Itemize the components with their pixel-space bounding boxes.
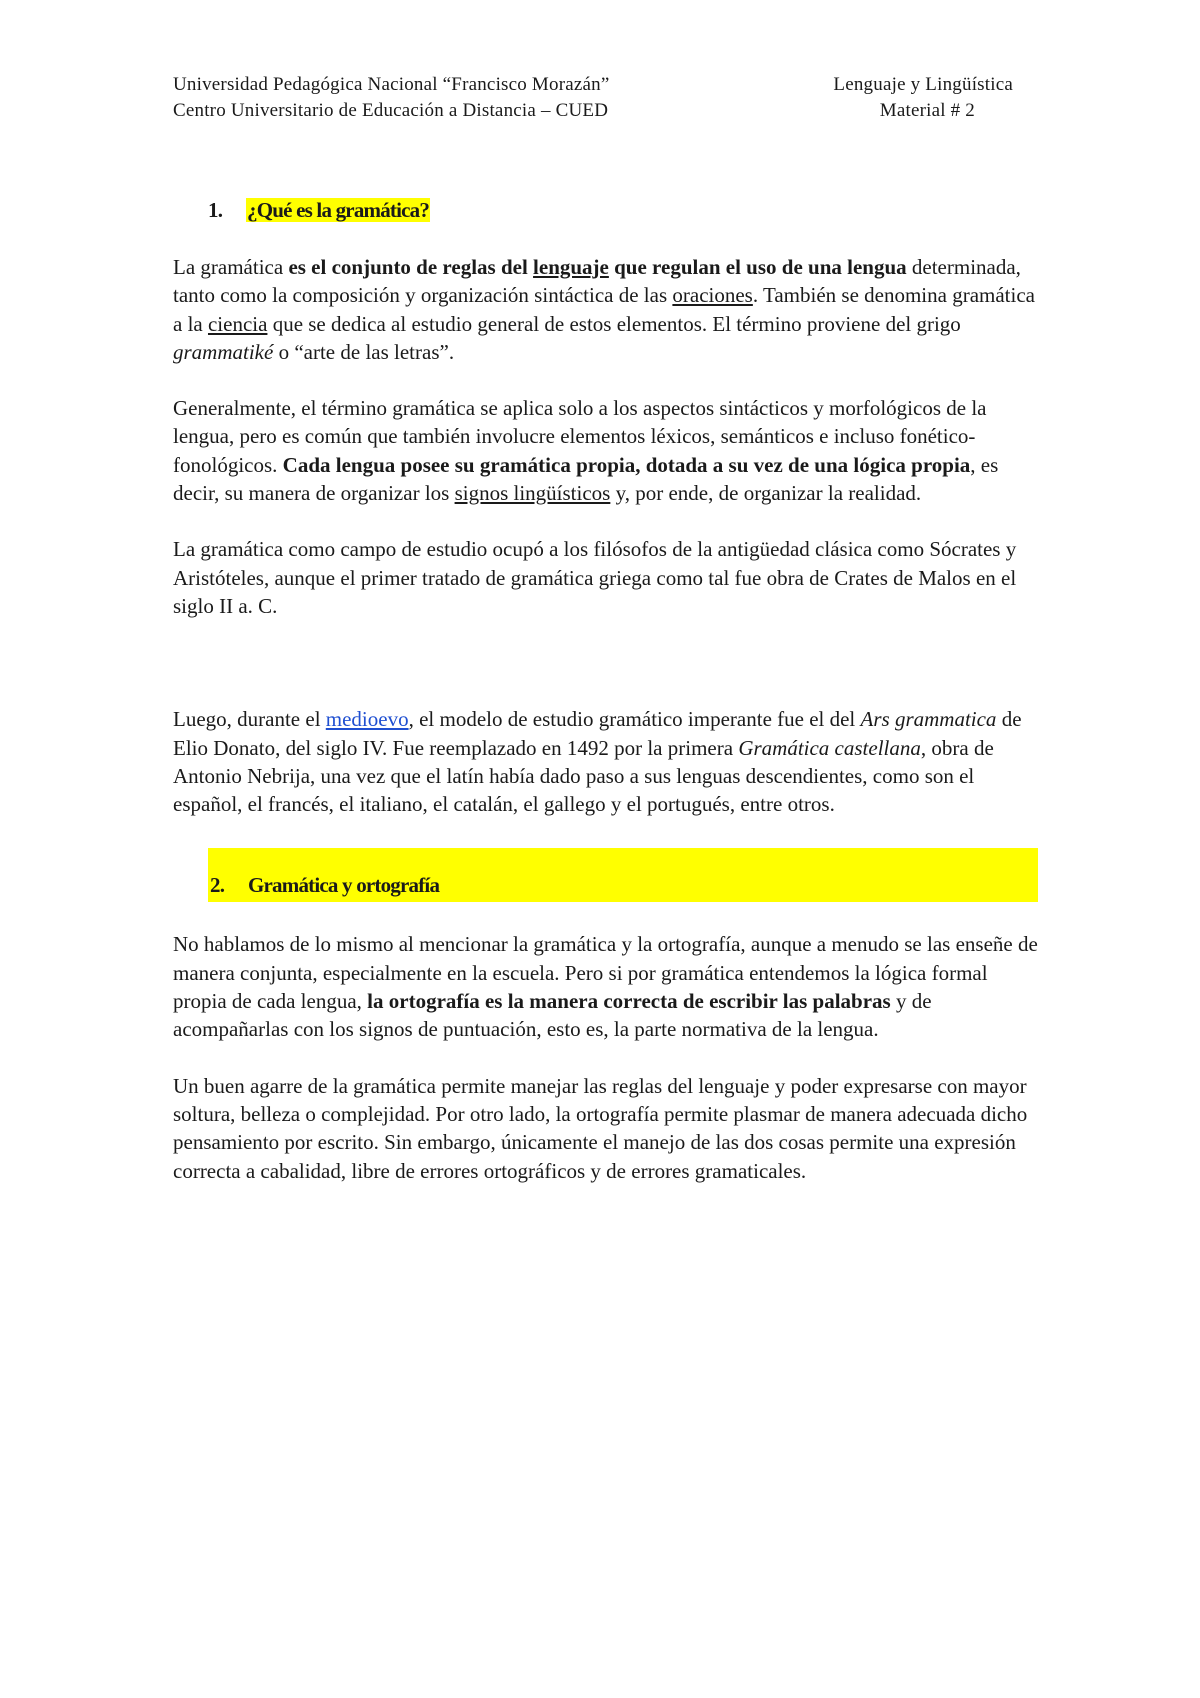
text-run: de Elio Donato, del siglo IV. Fue reemplazado en 1492 por la primera bbox=[173, 707, 1022, 760]
bold-run: la ortografía es la manera correcta de escribir las palabras bbox=[367, 989, 891, 1014]
underlined-term-ciencia[interactable]: ciencia bbox=[207, 311, 268, 336]
text-run: Generalmente, el término gramática se aplica solo a los aspectos sintácticos y morfológicos de la lengua, pero es común que también involucre elementos léxicos, semánticos e incluso fonético-fonológicos. bbox=[173, 396, 987, 477]
underlined-term-lenguaje[interactable]: lenguaje bbox=[533, 255, 609, 279]
section-1-number: 1. bbox=[208, 198, 223, 222]
bold-run: Cada lengua posee su gramática propia, dotada a su vez de una lógica propia bbox=[282, 452, 971, 477]
text-run: No hablamos de lo mismo al mencionar la gramática y la ortografía, aunque a menudo se las enseñe de manera conjunta, especialmente en la escuela. Pero si por gramática entendemos la lógica formal propia de cada lengua, bbox=[173, 932, 1038, 1014]
section-1-paragraph-1 bbox=[173, 253, 1043, 366]
bold-run: es el conjunto de reglas del bbox=[288, 255, 534, 279]
text-run: y de acompañarlas con los signos de puntuación, esto es, la parte normativa de la lengua. bbox=[173, 989, 932, 1042]
section-2-paragraph-1 bbox=[173, 930, 1043, 1043]
section-2-number: 2. bbox=[210, 873, 225, 898]
section-1-paragraph-4 bbox=[173, 705, 1043, 818]
section-1-title: ¿Qué es la gramática? bbox=[247, 198, 430, 222]
section-1-heading bbox=[173, 195, 1043, 225]
section-1-paragraph-2 bbox=[173, 394, 1043, 507]
section-2-paragraph-2: Un buen agarre de la gramática permite manejar las reglas del lenguaje y poder expresarse con mayor soltura, belleza o complejidad. Por otro lado, la ortografía permite plasmar de manera adecuada dicho pensamiento por escrito. Sin embargo, únicamente el manejo de las dos cosas permite una expresión correcta a cabalidad, libre de errores ortográficos y de errores gramaticales. bbox=[173, 1073, 1028, 1183]
header-row-1 bbox=[173, 72, 1013, 98]
text-run: o “arte de las letras”. bbox=[273, 339, 455, 364]
center-name: Centro Universitario de Educación a Distancia – CUED bbox=[173, 100, 609, 121]
material-number: Material # 2 bbox=[879, 100, 975, 121]
text-run: Luego, durante el bbox=[173, 707, 326, 732]
bold-run: que regulan el uso de una lengua bbox=[608, 255, 907, 279]
document-body bbox=[173, 195, 1043, 1185]
underlined-term-oraciones[interactable]: oraciones bbox=[672, 283, 753, 308]
text-run: , el modelo de estudio gramático imperante fue el del bbox=[408, 707, 861, 732]
section-2-heading bbox=[208, 848, 1038, 902]
page-header bbox=[173, 72, 1013, 124]
medioevo-link[interactable]: medioevo bbox=[325, 707, 409, 732]
text-run: La gramática bbox=[173, 255, 289, 279]
university-name: Universidad Pedagógica Nacional “Francisco Morazán” bbox=[173, 74, 610, 95]
course-name: Lenguaje y Lingüística bbox=[833, 74, 1013, 95]
text-run: , obra de Antonio Nebrija, una vez que el latín había dado paso a sus lenguas descendientes, como son el español, el francés, el italiano, el catalán, el gallego y el portugués, entre otros. bbox=[173, 735, 994, 817]
text-run: que se dedica al estudio general de estos elementos. El término proviene del grigo bbox=[267, 311, 961, 336]
text-run: , es decir, su manera de organizar los bbox=[173, 452, 999, 506]
underlined-term-signos[interactable]: signos lingüísticos bbox=[454, 481, 611, 506]
section-2-title: Gramática y ortografía bbox=[248, 873, 440, 898]
italic-run: Gramática castellana bbox=[738, 735, 921, 760]
header-row-2 bbox=[173, 98, 1013, 124]
text-run: . También se denomina gramática a la bbox=[173, 283, 1035, 336]
text-run: determinada, tanto como la composición y organización sintáctica de las bbox=[173, 255, 1021, 308]
text-run: y, por ende, de organizar la realidad. bbox=[610, 481, 922, 506]
italic-run: grammatiké bbox=[173, 339, 274, 364]
section-1-paragraph-3: La gramática como campo de estudio ocupó a los filósofos de la antigüedad clásica como Sócrates y Aristóteles, aunque el primer tratado de gramática griega como tal fue obra de Crates de Malos en el siglo II a. C. bbox=[173, 537, 1017, 618]
italic-run: Ars grammatica bbox=[860, 707, 997, 732]
